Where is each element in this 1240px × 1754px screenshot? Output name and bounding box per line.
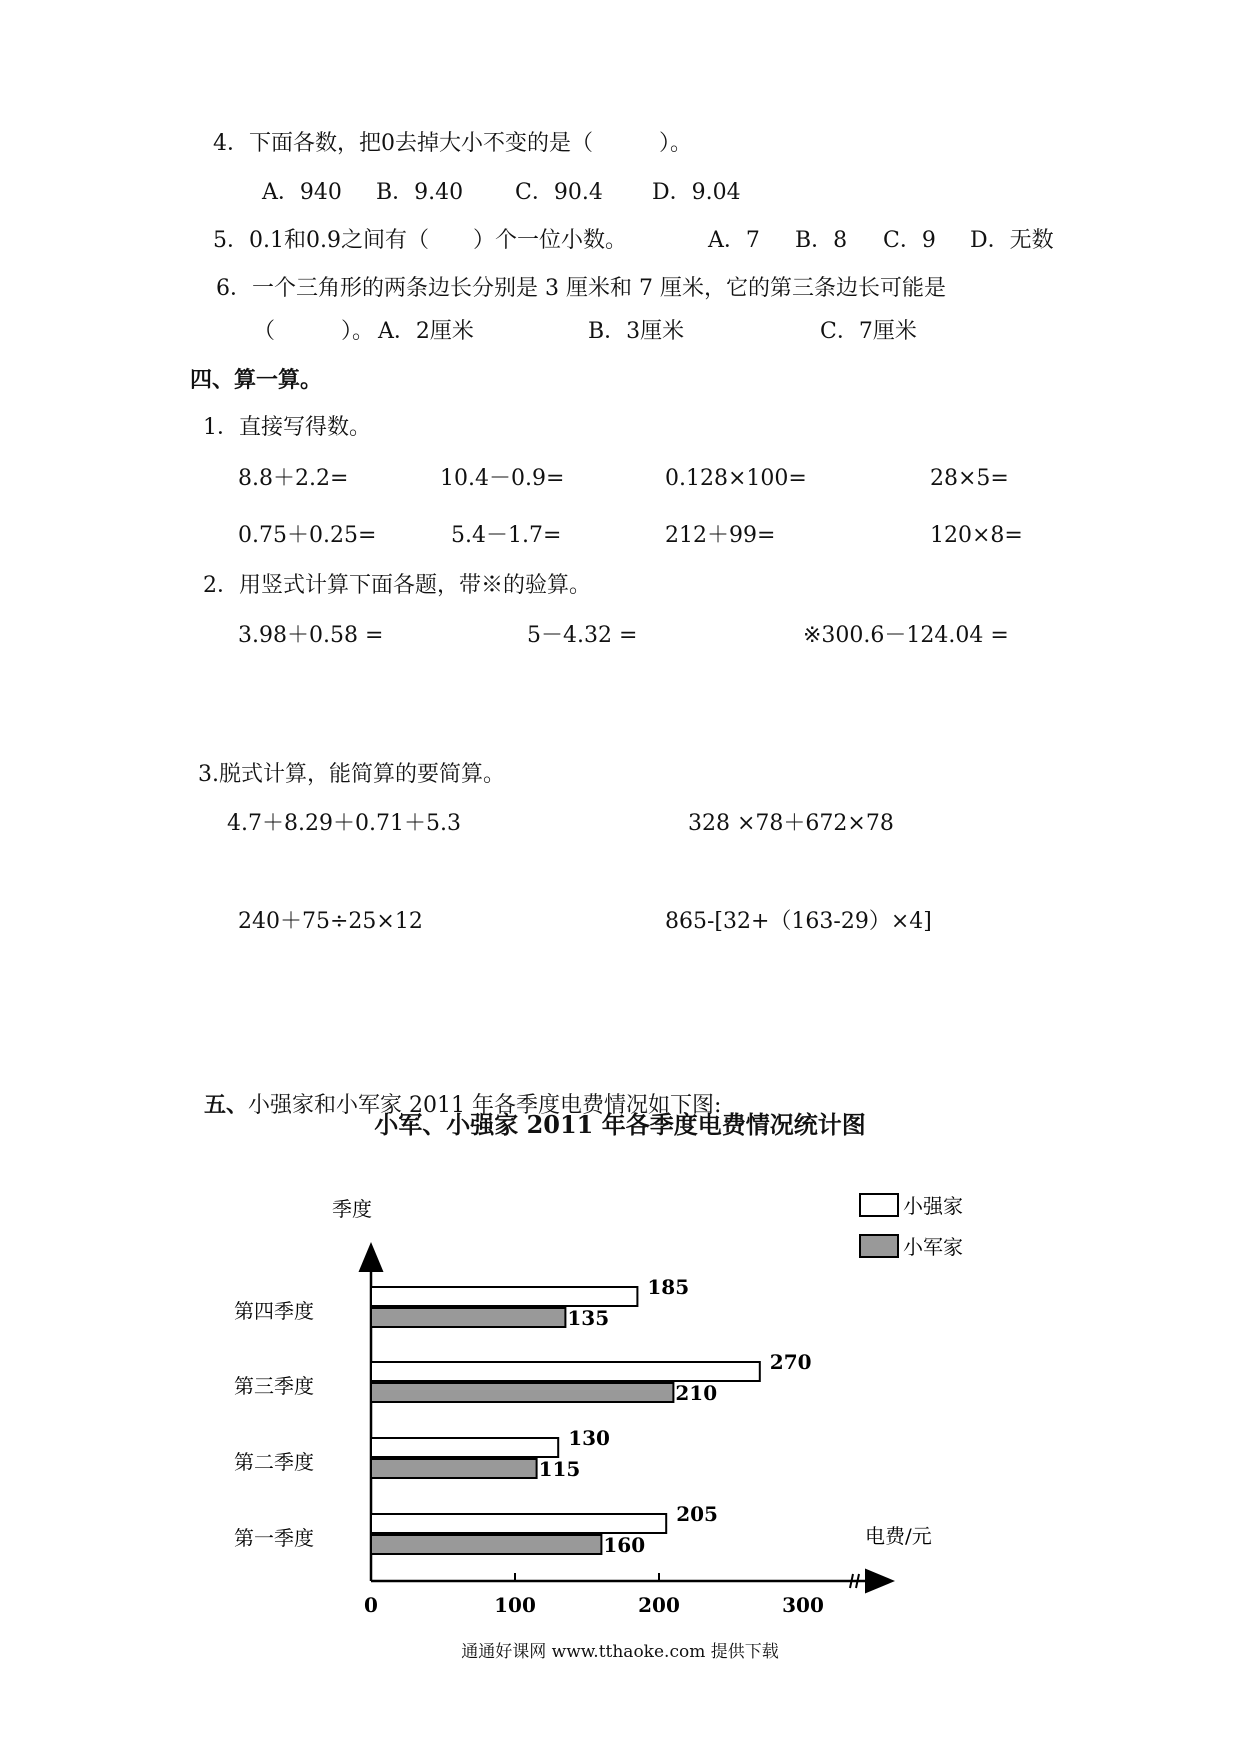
- q6-blank: （ ）。: [253, 319, 375, 344]
- q4-option-b: B．9.40: [376, 180, 464, 205]
- legend-swatch-xiaojun: [860, 1235, 898, 1257]
- q4-option-d: D．9.04: [652, 180, 741, 205]
- stepwise-calc-1: 4.7＋8.29＋0.71＋5.3: [227, 811, 461, 836]
- data-label-xiaoqiang-q1: 205: [676, 1502, 718, 1526]
- q5-stem: 5．0.1和0.9之间有（ ）个一位小数。: [213, 228, 627, 253]
- q5-option-d: D．无数: [970, 228, 1054, 253]
- data-label-xiaojun-q1: 160: [603, 1533, 646, 1557]
- stepwise-calc-4: 865-[32+（163-29）×4]: [665, 909, 932, 934]
- direct-answer-7: 212＋99=: [665, 523, 776, 548]
- vertical-calc-1: 3.98＋0.58 =: [238, 623, 384, 648]
- bar-xiaojun-q1: [371, 1535, 601, 1554]
- x-tick-label-300: 300: [782, 1593, 824, 1617]
- q6-option-a: A．2厘米: [378, 319, 474, 344]
- footer-credit: 通通好课网 www.tthaoke.com 提供下载: [461, 1642, 779, 1662]
- calc-sub1-title: 1．直接写得数。: [203, 415, 371, 440]
- section4-title: 四、算一算。: [190, 367, 323, 393]
- q6-option-c: C．7厘米: [820, 319, 917, 344]
- data-label-xiaojun-q4: 135: [567, 1306, 610, 1330]
- bar-xiaoqiang-q4: [371, 1287, 637, 1306]
- direct-answer-8: 120×8=: [930, 523, 1023, 548]
- bar-xiaojun-q2: [371, 1459, 537, 1478]
- stepwise-calc-2: 328 ×78＋672×78: [688, 811, 894, 836]
- data-label-xiaojun-q2: 115: [538, 1457, 581, 1481]
- chart-title: 小军、小强家 2011 年各季度电费情况统计图: [374, 1110, 866, 1139]
- vertical-calc-2: 5－4.32 =: [527, 623, 638, 648]
- direct-answer-1: 8.8＋2.2=: [238, 466, 349, 491]
- data-label-xiaojun-q3: 210: [675, 1381, 718, 1405]
- category-label-q4: 第四季度: [234, 1299, 314, 1323]
- legend-label-xiaoqiang: 小强家: [903, 1194, 963, 1218]
- data-label-xiaoqiang-q3: 270: [769, 1350, 812, 1374]
- bar-xiaoqiang-q3: [371, 1362, 760, 1381]
- bar-xiaoqiang-q2: [371, 1438, 558, 1457]
- calc-sub3-title: 3.脱式计算，能简算的要简算。: [198, 762, 505, 787]
- bar-xiaoqiang-q1: [371, 1514, 666, 1533]
- legend-swatch-xiaoqiang: [860, 1194, 898, 1216]
- direct-answer-5: 0.75＋0.25=: [238, 523, 377, 548]
- data-label-xiaoqiang-q2: 130: [568, 1426, 610, 1450]
- direct-answer-6: 5.4－1.7=: [451, 523, 562, 548]
- bar-xiaojun-q4: [371, 1308, 565, 1327]
- vertical-calc-3: ※300.6－124.04 =: [803, 623, 1009, 648]
- q6-stem: 6．一个三角形的两条边长分别是 3 厘米和 7 厘米，它的第三条边长可能是: [216, 276, 946, 301]
- x-tick-label-200: 200: [638, 1593, 680, 1617]
- section5-label: 五、: [204, 1092, 249, 1118]
- calc-sub2-title: 2．用竖式计算下面各题，带※的验算。: [203, 573, 591, 598]
- q5-option-a: A．7: [708, 228, 760, 253]
- q4-stem: 4．下面各数，把0去掉大小不变的是（ ）。: [213, 131, 692, 156]
- section5-text: 小强家和小军家 2011 年各季度电费情况如下图:: [248, 1093, 722, 1118]
- legend-label-xiaojun: 小军家: [903, 1235, 963, 1259]
- y-axis-title: 季度: [332, 1197, 372, 1221]
- category-label-q3: 第三季度: [234, 1374, 314, 1398]
- axis-break-mark: [850, 1574, 853, 1588]
- q4-option-a: A．940: [262, 180, 342, 205]
- direct-answer-3: 0.128×100=: [665, 466, 807, 491]
- stepwise-calc-3: 240＋75÷25×12: [238, 909, 423, 934]
- axis-break-mark: [856, 1574, 859, 1588]
- direct-answer-4: 28×5=: [930, 466, 1009, 491]
- x-tick-label-0: 0: [364, 1593, 378, 1617]
- q5-option-b: B．8: [795, 228, 848, 253]
- x-tick-label-100: 100: [494, 1593, 536, 1617]
- direct-answer-2: 10.4－0.9=: [440, 466, 565, 491]
- q4-option-c: C．90.4: [515, 180, 603, 205]
- category-label-q2: 第二季度: [234, 1450, 314, 1474]
- category-label-q1: 第一季度: [234, 1526, 314, 1550]
- data-label-xiaoqiang-q4: 185: [647, 1275, 690, 1299]
- bar-xiaojun-q3: [371, 1383, 673, 1402]
- q5-option-c: C．9: [883, 228, 936, 253]
- q6-option-b: B．3厘米: [588, 319, 685, 344]
- x-axis-title: 电费/元: [865, 1524, 932, 1548]
